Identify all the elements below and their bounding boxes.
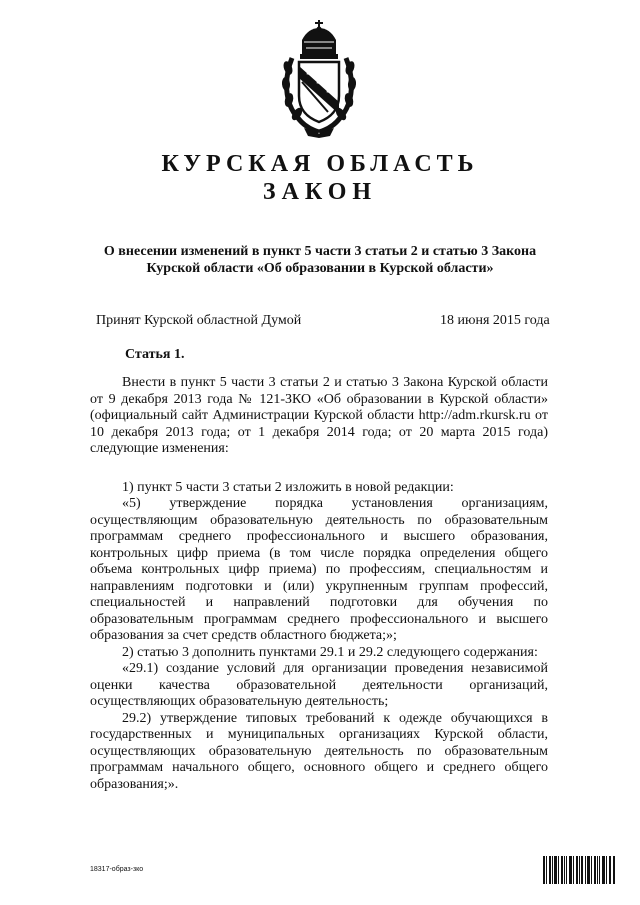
article-heading: Статья 1.	[125, 347, 185, 362]
adoption-date: 18 июня 2015 года	[440, 313, 550, 328]
barcode-icon	[543, 856, 615, 884]
item-2-point-29-2: 29.2) утверждение типовых требований к одежде обучающихся в государственных и муниципальных организациях Курской области, осуществляющих образовательную деятельность по образовательным программам начального общего, основного общего и среднего общего образования;».	[90, 710, 548, 792]
intro-tail: от 10 декабря 2013 года; от 1 декабря 2014 года; от 20 марта 2015 года) следующие изменения:	[90, 408, 548, 456]
official-site-link[interactable]: http://adm.rkursk.ru	[418, 408, 531, 423]
item-1: 1) пункт 5 части 3 статьи 2 изложить в новой редакции:	[122, 479, 454, 495]
document-type: ЗАКОН	[262, 179, 378, 205]
item-1-text: «5) утверждение порядка установления организациям, осуществляющим образовательную деятельность по образовательным программам среднего профессионального и высшего образования, контрольных цифр приема (в том числе порядка определения общего объема контрольных цифр приема) по профессиям, специальностям и направлениям подготовки и (или) укрупненным группам профессий, специальностей и направлений подготовки для обучения по образовательным программам среднего профессионального и высшего образования за счет средств областного бюджета;»;	[90, 496, 548, 643]
document-code: 18317-образ-зко	[90, 866, 144, 873]
intro-text: Внести в пункт 5 части 3 статьи 2 и статью 3 Закона Курской области от 9 декабря 2013 года № 121-ЗКО «Об образовании в Курской области» (официальный сайт Администрации Курской области	[90, 375, 548, 423]
article-intro	[90, 375, 548, 458]
law-title: О внесении изменений в пункт 5 части 3 статьи 2 и статью 3 Закона Курской области «Об образовании в Курской области»	[103, 244, 537, 276]
item-2-point-29-1: «29.1) создание условий для организации проведения независимой оценки качества образовательной деятельности организаций, осуществляющих образовательную деятельность;	[90, 661, 548, 709]
article-body	[90, 375, 548, 793]
region-name: КУРСКАЯ ОБЛАСТЬ	[161, 151, 479, 177]
coat-of-arms-icon	[282, 18, 356, 138]
item-2: 2) статью 3 дополнить пунктами 29.1 и 29.2 следующего содержания:	[122, 644, 538, 660]
adopted-by: Принят Курской областной Думой	[96, 313, 302, 328]
